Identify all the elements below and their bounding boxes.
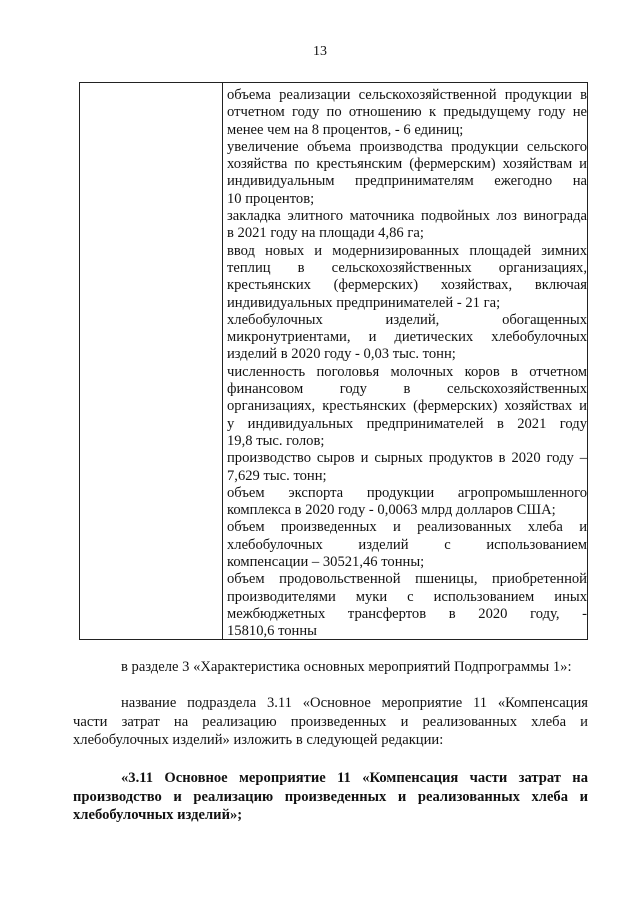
- table-text-line: производство сыров и сырных продуктов в 2020 году –: [227, 450, 587, 467]
- table-text-line: объем экспорта продукции агропромышленного: [227, 484, 587, 501]
- table-text-line: менее чем на 8 процентов, - 6 единиц;: [227, 121, 464, 138]
- table-text-line: индивидуальных предпринимателей - 21 га;: [227, 294, 501, 311]
- page-number: 13: [313, 44, 327, 59]
- table-text-line: хозяйства по крестьянским (фермерским) хозяйствам и: [227, 156, 587, 173]
- table-text-line: 7,629 тыс. тонн;: [227, 467, 327, 484]
- paragraph-line: в разделе 3 «Характеристика основных мероприятий Подпрограммы 1»:: [121, 659, 572, 675]
- table-text-line: комплекса в 2020 году - 0,0063 млрд долларов США;: [227, 502, 556, 519]
- table-text-line: изделий в 2020 году - 0,03 тыс. тонн;: [227, 346, 456, 363]
- table-text-line: микронутриентами, и диетических хлебобулочных: [227, 329, 587, 346]
- table-text-line: 15810,6 тонны: [227, 623, 317, 640]
- table-text-line: у индивидуальных предпринимателей в 2021 году: [227, 415, 587, 432]
- table-text-line: крестьянских (фермерских) хозяйствах, включая: [227, 277, 587, 294]
- paragraph-line: название подраздела 3.11 «Основное мероприятие 11 «Компенсация: [121, 695, 588, 711]
- table-left-cell: [80, 83, 223, 639]
- table-text-line: теплиц в сельскохозяйственных организациях,: [227, 259, 587, 276]
- table-text-line: индивидуальным предпринимателям ежегодно на: [227, 173, 587, 190]
- paragraph-line: производство и реализацию произведенных и реализованных хлеба и: [73, 788, 588, 805]
- table-text-line: ввод новых и модернизированных площадей зимних: [227, 242, 587, 259]
- table-text-line: 10 процентов;: [227, 190, 315, 207]
- subsection-title-paragraph: [73, 694, 588, 750]
- table-right-cell: [227, 87, 587, 641]
- paragraph-line: хлебобулочных изделий» изложить в следующей редакции:: [73, 732, 444, 749]
- table-text-line: объем продовольственной пшеницы, приобретенной: [227, 571, 587, 588]
- paragraph-line: хлебобулочных изделий»;: [73, 807, 243, 824]
- table-text-line: компенсации – 30521,46 тонны;: [227, 554, 425, 571]
- section3-intro-paragraph: [73, 658, 588, 677]
- table-text-line: закладка элитного маточника подвойных лоз винограда: [227, 208, 587, 225]
- table-text-line: финансовом году в сельскохозяйственных: [227, 381, 587, 398]
- table-text-line: объем произведенных и реализованных хлеба и: [227, 519, 587, 536]
- table-text-line: 19,8 тыс. голов;: [227, 432, 325, 449]
- new-subsection-heading: [73, 769, 588, 825]
- paragraph-line: части затрат на реализацию произведенных и реализованных хлеба и: [73, 713, 588, 730]
- table-text-line: отчетном году по отношению к предыдущему году не: [227, 104, 587, 121]
- table-text-line: хлебобулочных изделий, обогащенных: [227, 311, 587, 328]
- table-text-line: в 2021 году на площади 4,86 га;: [227, 225, 424, 242]
- table-text-line: объема реализации сельскохозяйственной продукции в: [227, 87, 587, 103]
- table-text-line: производителями муки с использованием иных: [227, 588, 587, 605]
- table-text-line: увеличение объема производства продукции сельского: [227, 138, 587, 155]
- table-text-line: численность поголовья молочных коров в отчетном: [227, 363, 587, 380]
- table-text-line: межбюджетных трансфертов в 2020 году, -: [227, 605, 587, 622]
- table-text-line: хлебобулочных изделий с использованием: [227, 536, 587, 553]
- paragraph-line: «3.11 Основное мероприятие 11 «Компенсация части затрат на: [121, 770, 588, 786]
- indicators-table: [79, 82, 588, 640]
- table-text-line: организациях, крестьянских (фермерских) хозяйствах и: [227, 398, 587, 415]
